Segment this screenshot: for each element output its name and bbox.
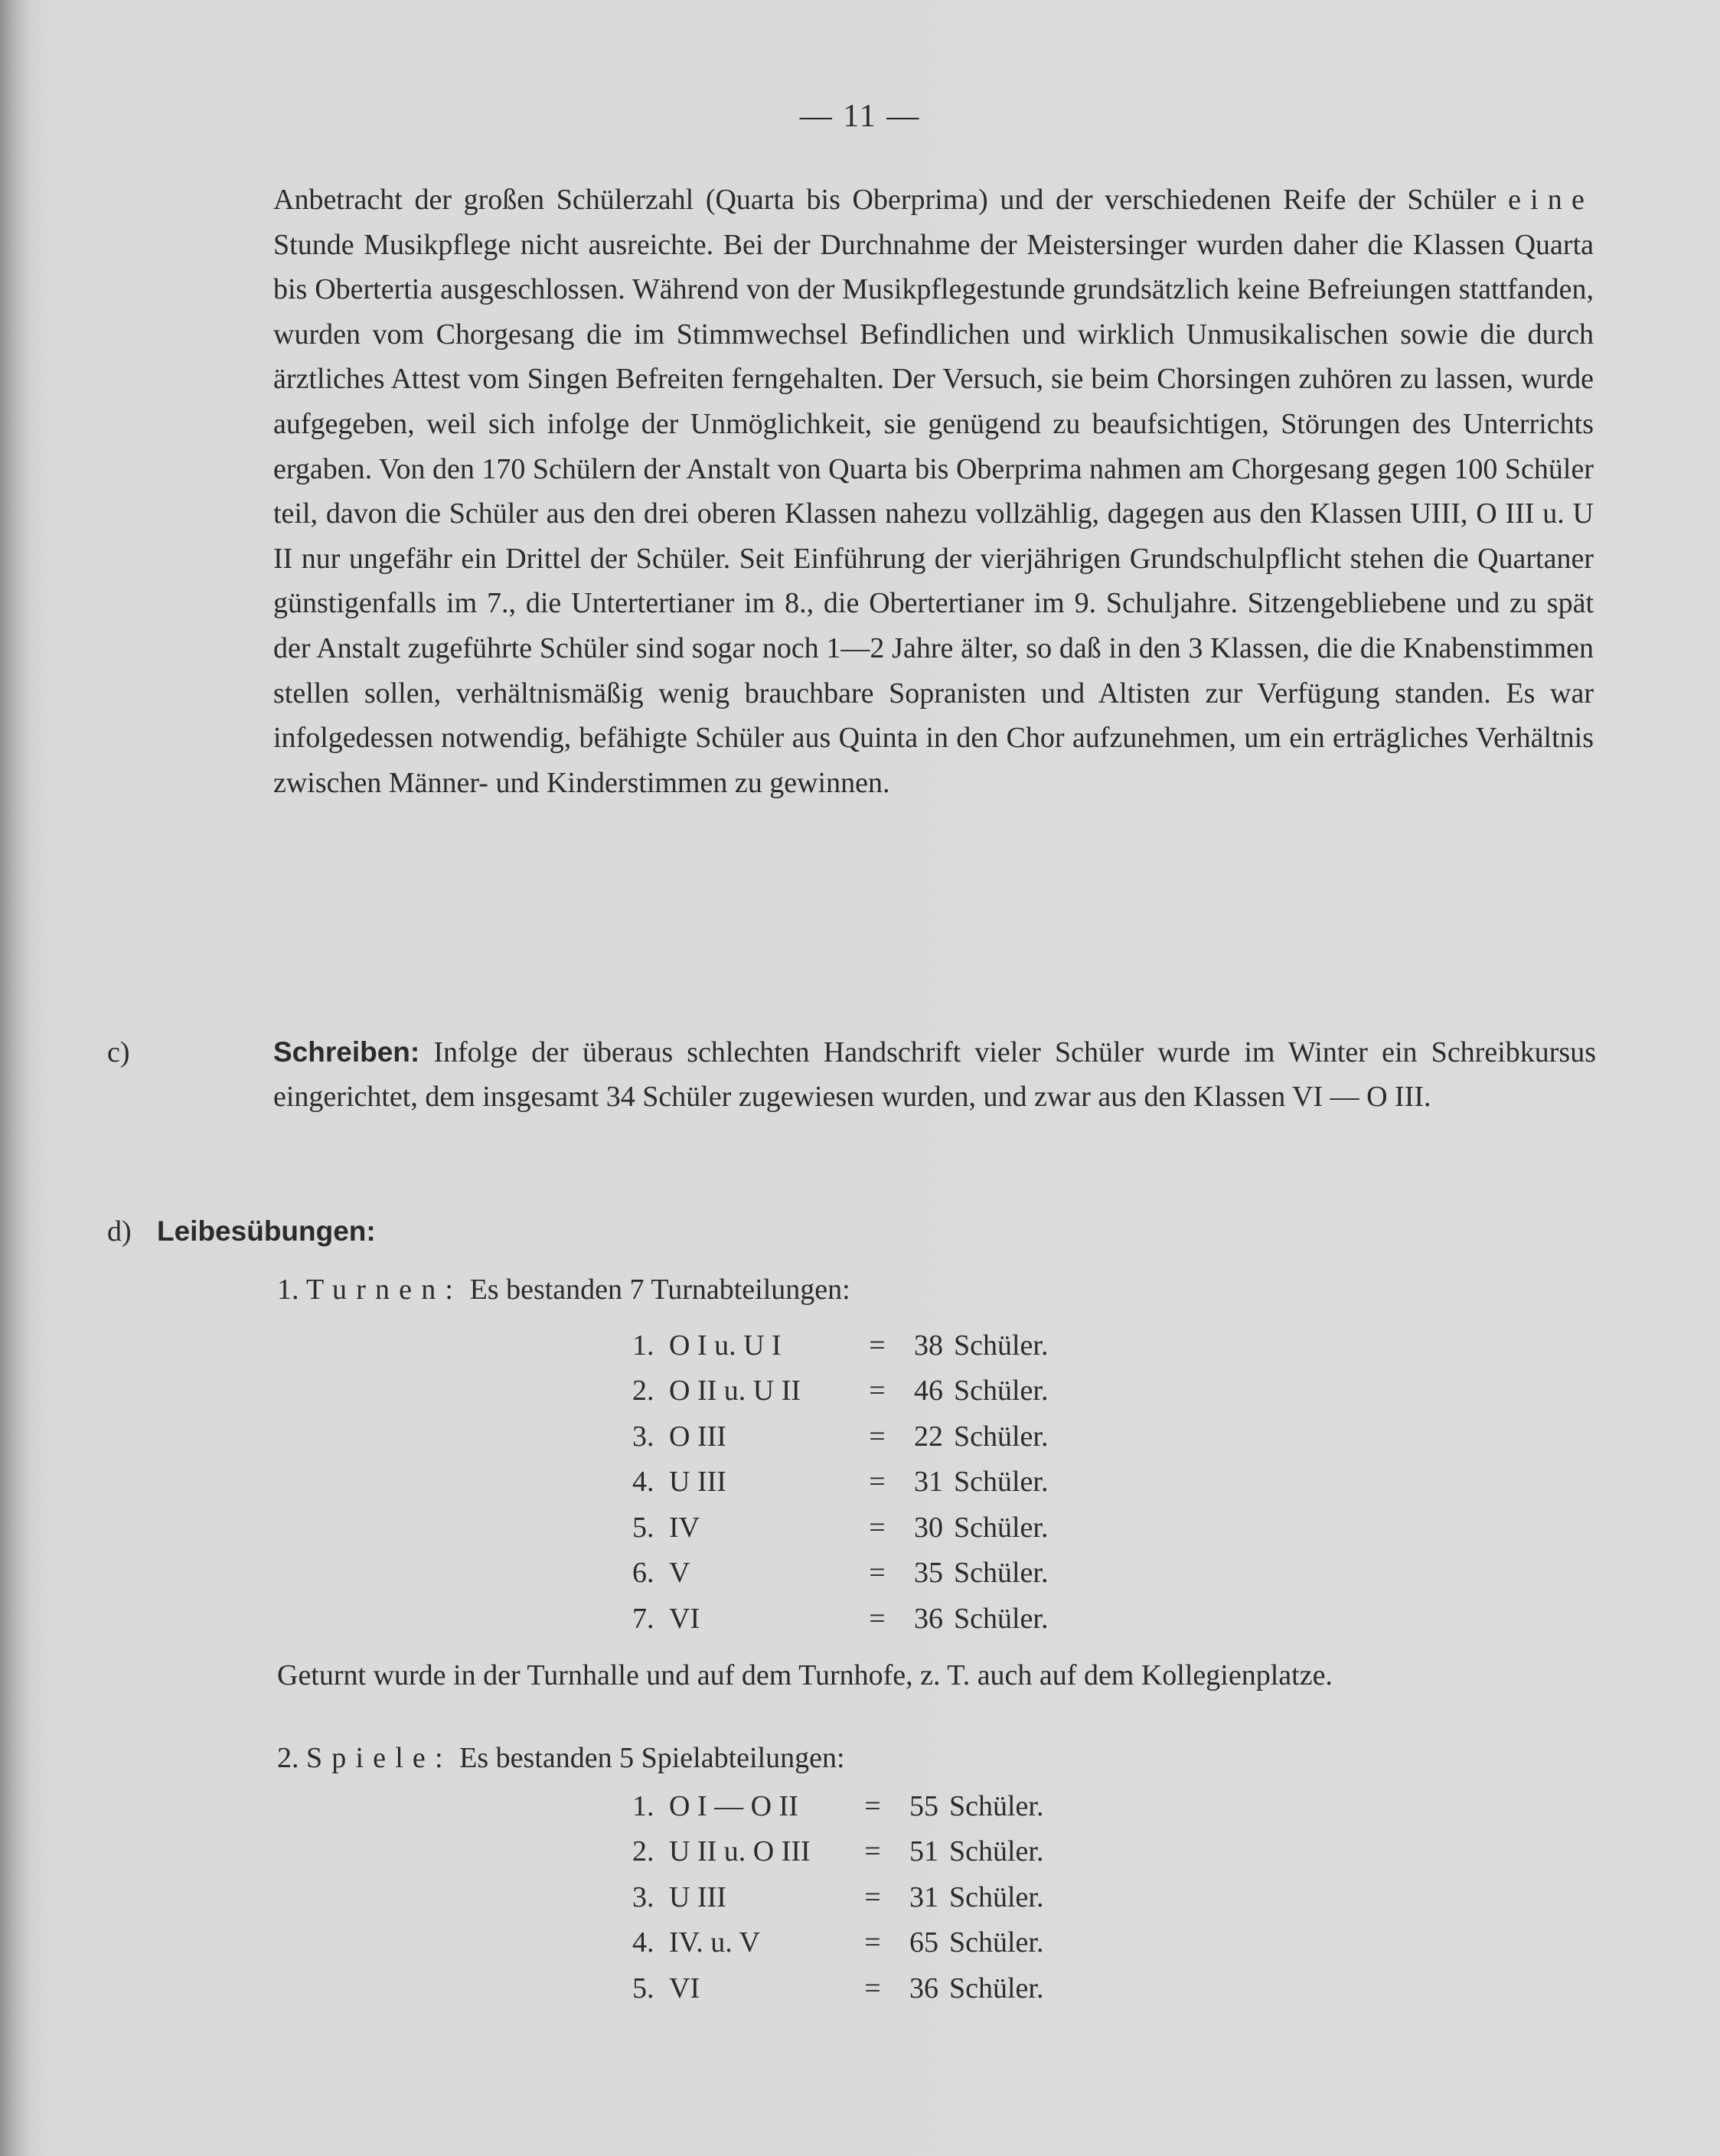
- table-row: [632, 1783, 1043, 1829]
- row-equals: =: [864, 1880, 881, 1913]
- row-equals: =: [869, 1511, 886, 1544]
- turnen-number: 1.: [277, 1274, 299, 1306]
- table-row: [632, 1414, 1048, 1460]
- row-unit: Schüler.: [954, 1557, 1049, 1590]
- table-row: [632, 1829, 1043, 1875]
- table-row: [632, 1460, 1048, 1505]
- row-equals: =: [869, 1329, 886, 1362]
- row-unit: Schüler.: [954, 1602, 1049, 1635]
- section-c-marker: c): [107, 1036, 130, 1068]
- row-class: U III: [669, 1466, 726, 1499]
- intro-text-part2: Stunde Musikpflege nicht ausreichte. Bei der Durchnahme der Meistersinger wurden daher die Klassen Quarta bis Obertertia ausgeschlossen. Während von der Musikpflegestunde grundsätzlich keine Befreiungen stattfanden, wurden vom Chorgesang die im Stimmwechsel Befindlichen und wirklich Unmusikalischen sowie die durch ärztliches Attest vom Singen Befreiten ferngehalten. Der Versuch, sie beim Chorsingen zuhören zu lassen, wurde aufgegeben, weil sich infolge der Unmöglichkeit, sie genügend zu beaufsichtigen, Störungen des Unterrichts ergaben. Von den 170 Schülern der Anstalt von Quarta bis Oberprima nahmen am Chorgesang gegen 100 Schüler teil, davon die Schüler aus den drei oberen Klassen nahezu vollzählig, dagegen aus den Klassen UIII, O III u. U II nur ungefähr ein Drittel der Schüler. Seit Einführung der vierjährigen Grundschulpflicht stehen die Quartaner günstigenfalls im 7., die Untertertianer im 8., die Obertertianer im 9. Schuljahre. Sitzengebliebene und zu spät der Anstalt zugeführte Schüler sind sogar noch 1—2 Jahre älter, so daß in den 3 Klassen, die die Knabenstimmen stellen sollen, verhältnismäßig wenig brauchbare Sopranisten und Altisten zur Verfügung standen. Es war infolgedessen notwendig, befähigte Schüler aus Quinta in den Chor aufzunehmen, um ein erträgliches Verhältnis zwischen Männer- und Kinderstimmen zu gewinnen.: [273, 228, 1594, 799]
- row-class: VI: [669, 1972, 700, 2004]
- turnen-intro: [277, 1267, 850, 1312]
- row-class: VI: [669, 1602, 700, 1635]
- intro-text: [273, 178, 1594, 805]
- row-class: O II u. U II: [669, 1375, 801, 1407]
- row-class: U II u. O III: [669, 1835, 811, 1868]
- table-row: [632, 1551, 1048, 1597]
- row-number: 5.: [632, 1972, 654, 2004]
- turnen-table: [632, 1323, 1048, 1642]
- row-class: IV. u. V: [669, 1926, 760, 1959]
- turnen-label: Turnen:: [306, 1274, 463, 1306]
- row-equals: =: [864, 1972, 881, 2004]
- row-number: 5.: [632, 1511, 654, 1544]
- row-equals: =: [869, 1557, 886, 1590]
- row-count: 31: [909, 1880, 938, 1913]
- row-count: 31: [914, 1466, 943, 1499]
- row-count: 46: [914, 1375, 943, 1407]
- table-row: [632, 1505, 1048, 1551]
- row-unit: Schüler.: [949, 1789, 1044, 1822]
- row-class: O III: [669, 1420, 726, 1453]
- row-count: 55: [909, 1789, 938, 1822]
- row-unit: Schüler.: [949, 1880, 1044, 1913]
- table-row: [632, 1368, 1048, 1414]
- row-unit: Schüler.: [954, 1420, 1049, 1453]
- row-class: U III: [669, 1880, 726, 1913]
- section-c-content: [273, 1030, 1596, 1119]
- spiele-intro: [277, 1736, 845, 1780]
- row-equals: =: [864, 1926, 881, 1959]
- table-row: [632, 1920, 1043, 1966]
- row-class: O I u. U I: [669, 1329, 782, 1362]
- row-number: 3.: [632, 1420, 654, 1453]
- row-equals: =: [869, 1375, 886, 1407]
- section-d-marker: d): [107, 1215, 132, 1248]
- section-c-text: Infolge der überaus schlechten Handschrift vieler Schüler wurde im Winter ein Schreibkursus eingerichtet, dem insgesamt 34 Schüler zugewiesen wurden, und zwar aus den Klassen VI — O III.: [273, 1036, 1596, 1113]
- spiele-label: Spiele:: [306, 1742, 452, 1774]
- row-equals: =: [869, 1420, 886, 1453]
- row-number: 4.: [632, 1466, 654, 1499]
- spiele-text: Es bestanden 5 Spielabteilungen:: [452, 1742, 845, 1774]
- row-number: 2.: [632, 1835, 654, 1868]
- turnen-text: Es bestanden 7 Turnabteilungen:: [462, 1274, 850, 1306]
- row-unit: Schüler.: [949, 1926, 1044, 1959]
- row-count: 36: [909, 1972, 938, 2004]
- row-count: 22: [914, 1420, 943, 1453]
- row-number: 4.: [632, 1926, 654, 1959]
- row-count: 30: [914, 1511, 943, 1544]
- row-class: V: [669, 1557, 690, 1590]
- row-count: 36: [914, 1602, 943, 1635]
- table-row: [632, 1323, 1048, 1368]
- row-class: IV: [669, 1511, 700, 1544]
- row-unit: Schüler.: [954, 1511, 1049, 1544]
- row-unit: Schüler.: [954, 1329, 1049, 1362]
- spiele-table: [632, 1783, 1043, 2011]
- row-count: 51: [909, 1835, 938, 1868]
- table-row: [632, 1874, 1043, 1920]
- row-unit: Schüler.: [954, 1375, 1049, 1407]
- row-number: 7.: [632, 1602, 654, 1635]
- row-unit: Schüler.: [949, 1835, 1044, 1868]
- row-number: 2.: [632, 1375, 654, 1407]
- turnen-summary: Geturnt wurde in der Turnhalle und auf dem Turnhofe, z. T. auch auf dem Kollegienplatze.: [277, 1659, 1333, 1691]
- row-count: 65: [909, 1926, 938, 1959]
- row-equals: =: [864, 1835, 881, 1868]
- row-equals: =: [864, 1789, 881, 1822]
- row-unit: Schüler.: [949, 1972, 1044, 2004]
- row-number: 1.: [632, 1329, 654, 1362]
- row-equals: =: [869, 1602, 886, 1635]
- row-number: 6.: [632, 1557, 654, 1590]
- intro-text-part1: Anbetracht der großen Schülerzahl (Quarta bis Oberprima) und der verschiedenen Reife der Schüler: [273, 184, 1509, 216]
- table-row: [632, 1965, 1043, 2011]
- page-number: — 11 —: [799, 99, 921, 134]
- row-class: O I — O II: [669, 1789, 798, 1822]
- row-number: 1.: [632, 1789, 654, 1822]
- table-row: [632, 1596, 1048, 1642]
- section-c-heading: Schreiben:: [273, 1036, 420, 1068]
- row-equals: =: [869, 1466, 886, 1499]
- section-d-heading: Leibesübungen:: [157, 1215, 376, 1247]
- row-count: 35: [914, 1557, 943, 1590]
- intro-paragraph: [273, 178, 1594, 805]
- spiele-number: 2.: [277, 1742, 299, 1774]
- intro-emphasis: eine: [1508, 184, 1594, 216]
- section-schreiben: [107, 1030, 1596, 1119]
- row-count: 38: [914, 1329, 943, 1362]
- row-number: 3.: [632, 1880, 654, 1913]
- row-unit: Schüler.: [954, 1466, 1049, 1499]
